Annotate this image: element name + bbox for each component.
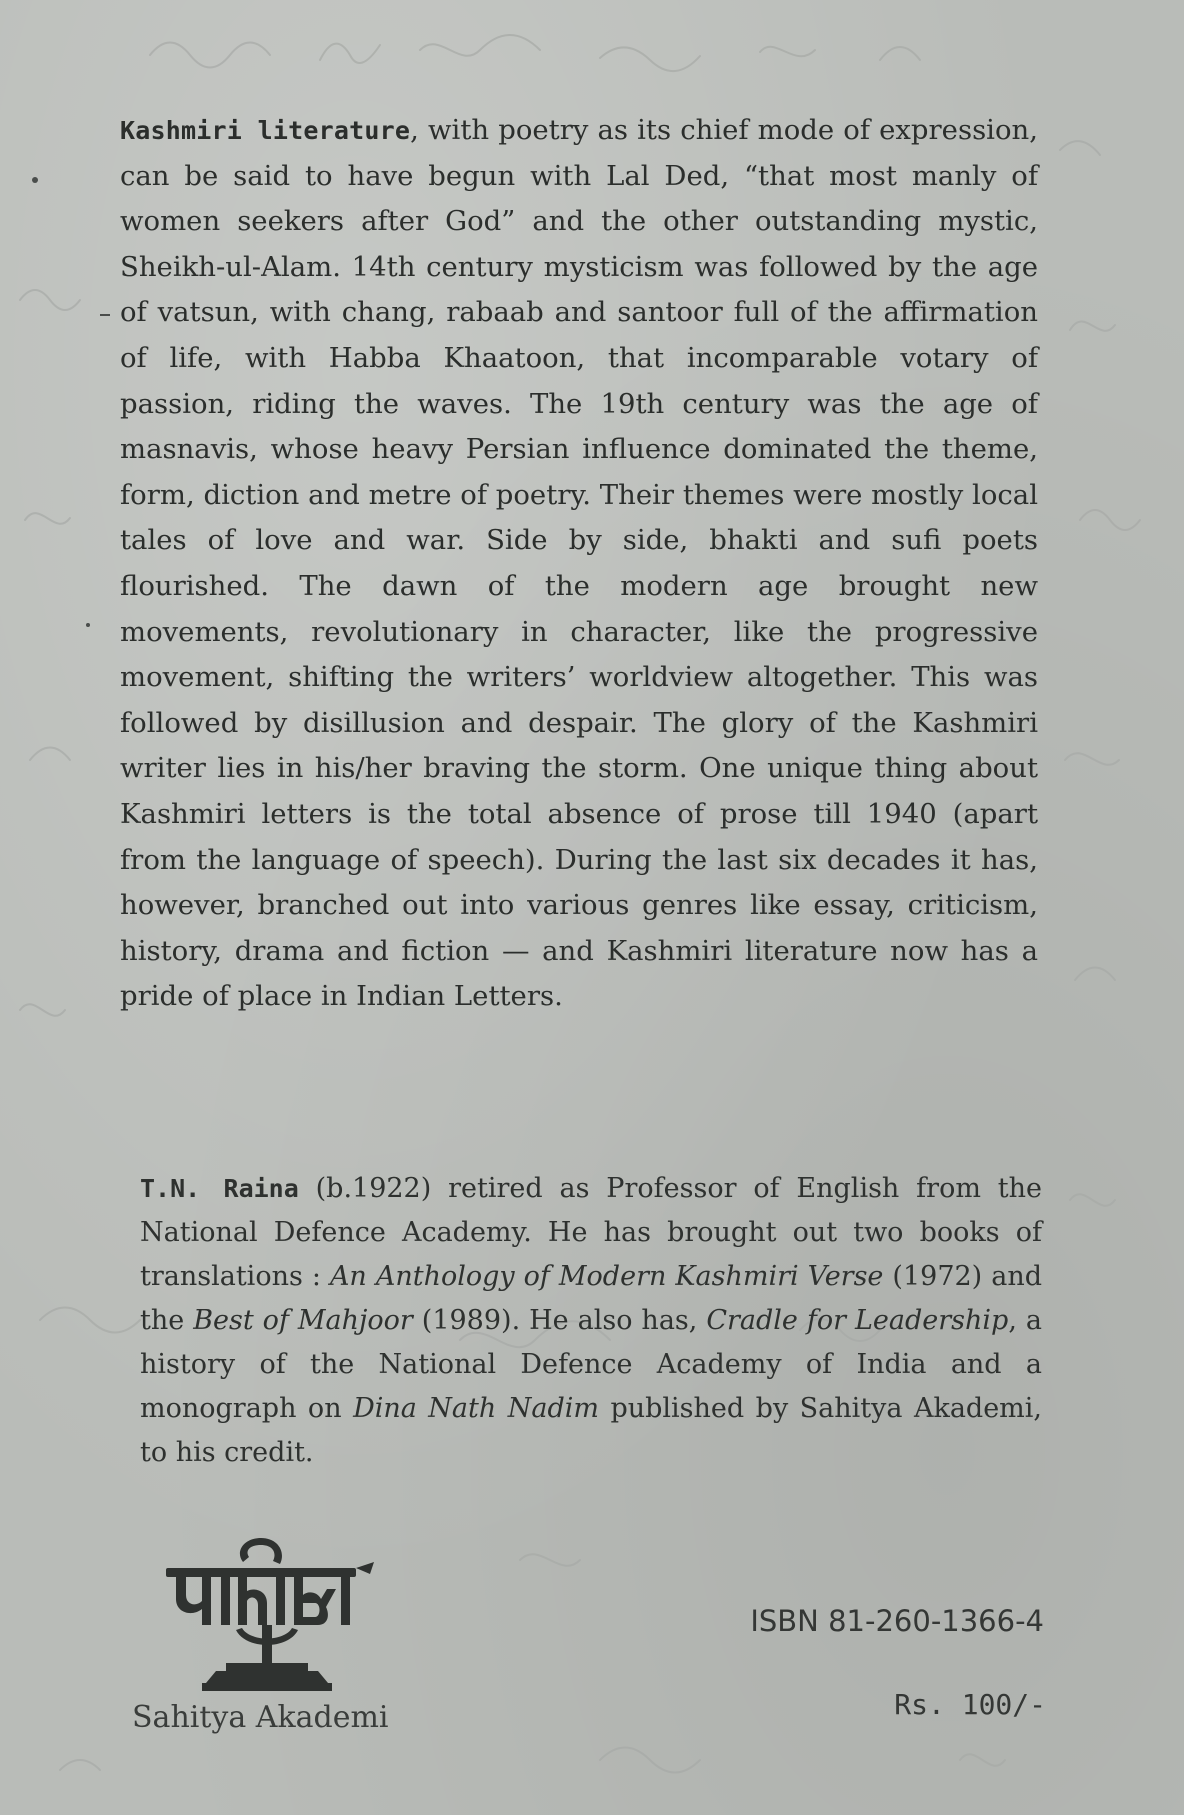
bio-text-1: (b.1922) retired as Professor of English from the National Defence Academy. He has brought out two books of translations : xyxy=(140,1173,1042,1292)
bio-text-5: published by Sahitya Akademi, to his credit. xyxy=(140,1393,1042,1468)
book-title-cradle: Cradle for Leadership xyxy=(706,1305,1009,1336)
book-title-mahjoor: Best of Mahjoor xyxy=(193,1305,413,1336)
author-bio xyxy=(140,1167,1042,1475)
price-label: Rs. 100/- xyxy=(894,1688,1046,1721)
monograph-title-nadim: Dina Nath Nadim xyxy=(353,1393,599,1424)
sahitya-akademi-emblem-icon xyxy=(166,1530,376,1695)
publisher-name: Sahitya Akademi xyxy=(132,1700,389,1735)
blurb-text: , with poetry as its chief mode of expression, can be said to have begun with Lal Ded, “that most manly of women seekers after God” and the other outstanding mystic, Sheikh-ul-Alam. 14th century mysticism was followed by the age of vatsun, with chang, rabaab and santoor full of the affirmation of life, with Habba Khaatoon, that incomparable votary of passion, riding the waves. The 19th century was the age of masnavis, whose heavy Persian influence dominated the theme, form, diction and metre of poetry. Their themes were mostly local tales of love and war. Side by side, bhakti and sufi poets flourished. The dawn of the modern age brought new movements, revolutionary in character, like the progressive movement, shifting the writers’ worldview altogether. This was followed by disillusion and despair. The glory of the Kashmiri writer lies in his/her braving the storm. One unique thing about Kashmiri letters is the total absence of prose till 1940 (apart from the language of speech). During the last six decades it has, however, branched out into various genres like essay, criticism, history, drama and fiction — and Kashmiri literature now has a pride of place in Indian Letters. xyxy=(120,114,1038,1013)
bio-text-4: , a history of the National Defence Academy of India and a monograph on xyxy=(140,1305,1042,1424)
book-title-anthology: An Anthology of Modern Kashmiri Verse xyxy=(329,1261,884,1292)
bio-text-2: (1972) and the xyxy=(140,1261,1042,1336)
author-name: T.N. Raina xyxy=(140,1174,299,1203)
blurb-lead-term: Kashmiri literature xyxy=(120,116,411,145)
blurb-paragraph xyxy=(120,108,1038,1020)
bio-text-3: (1989). He also has, xyxy=(412,1305,707,1336)
isbn-number: ISBN 81-260-1366-4 xyxy=(750,1604,1044,1638)
